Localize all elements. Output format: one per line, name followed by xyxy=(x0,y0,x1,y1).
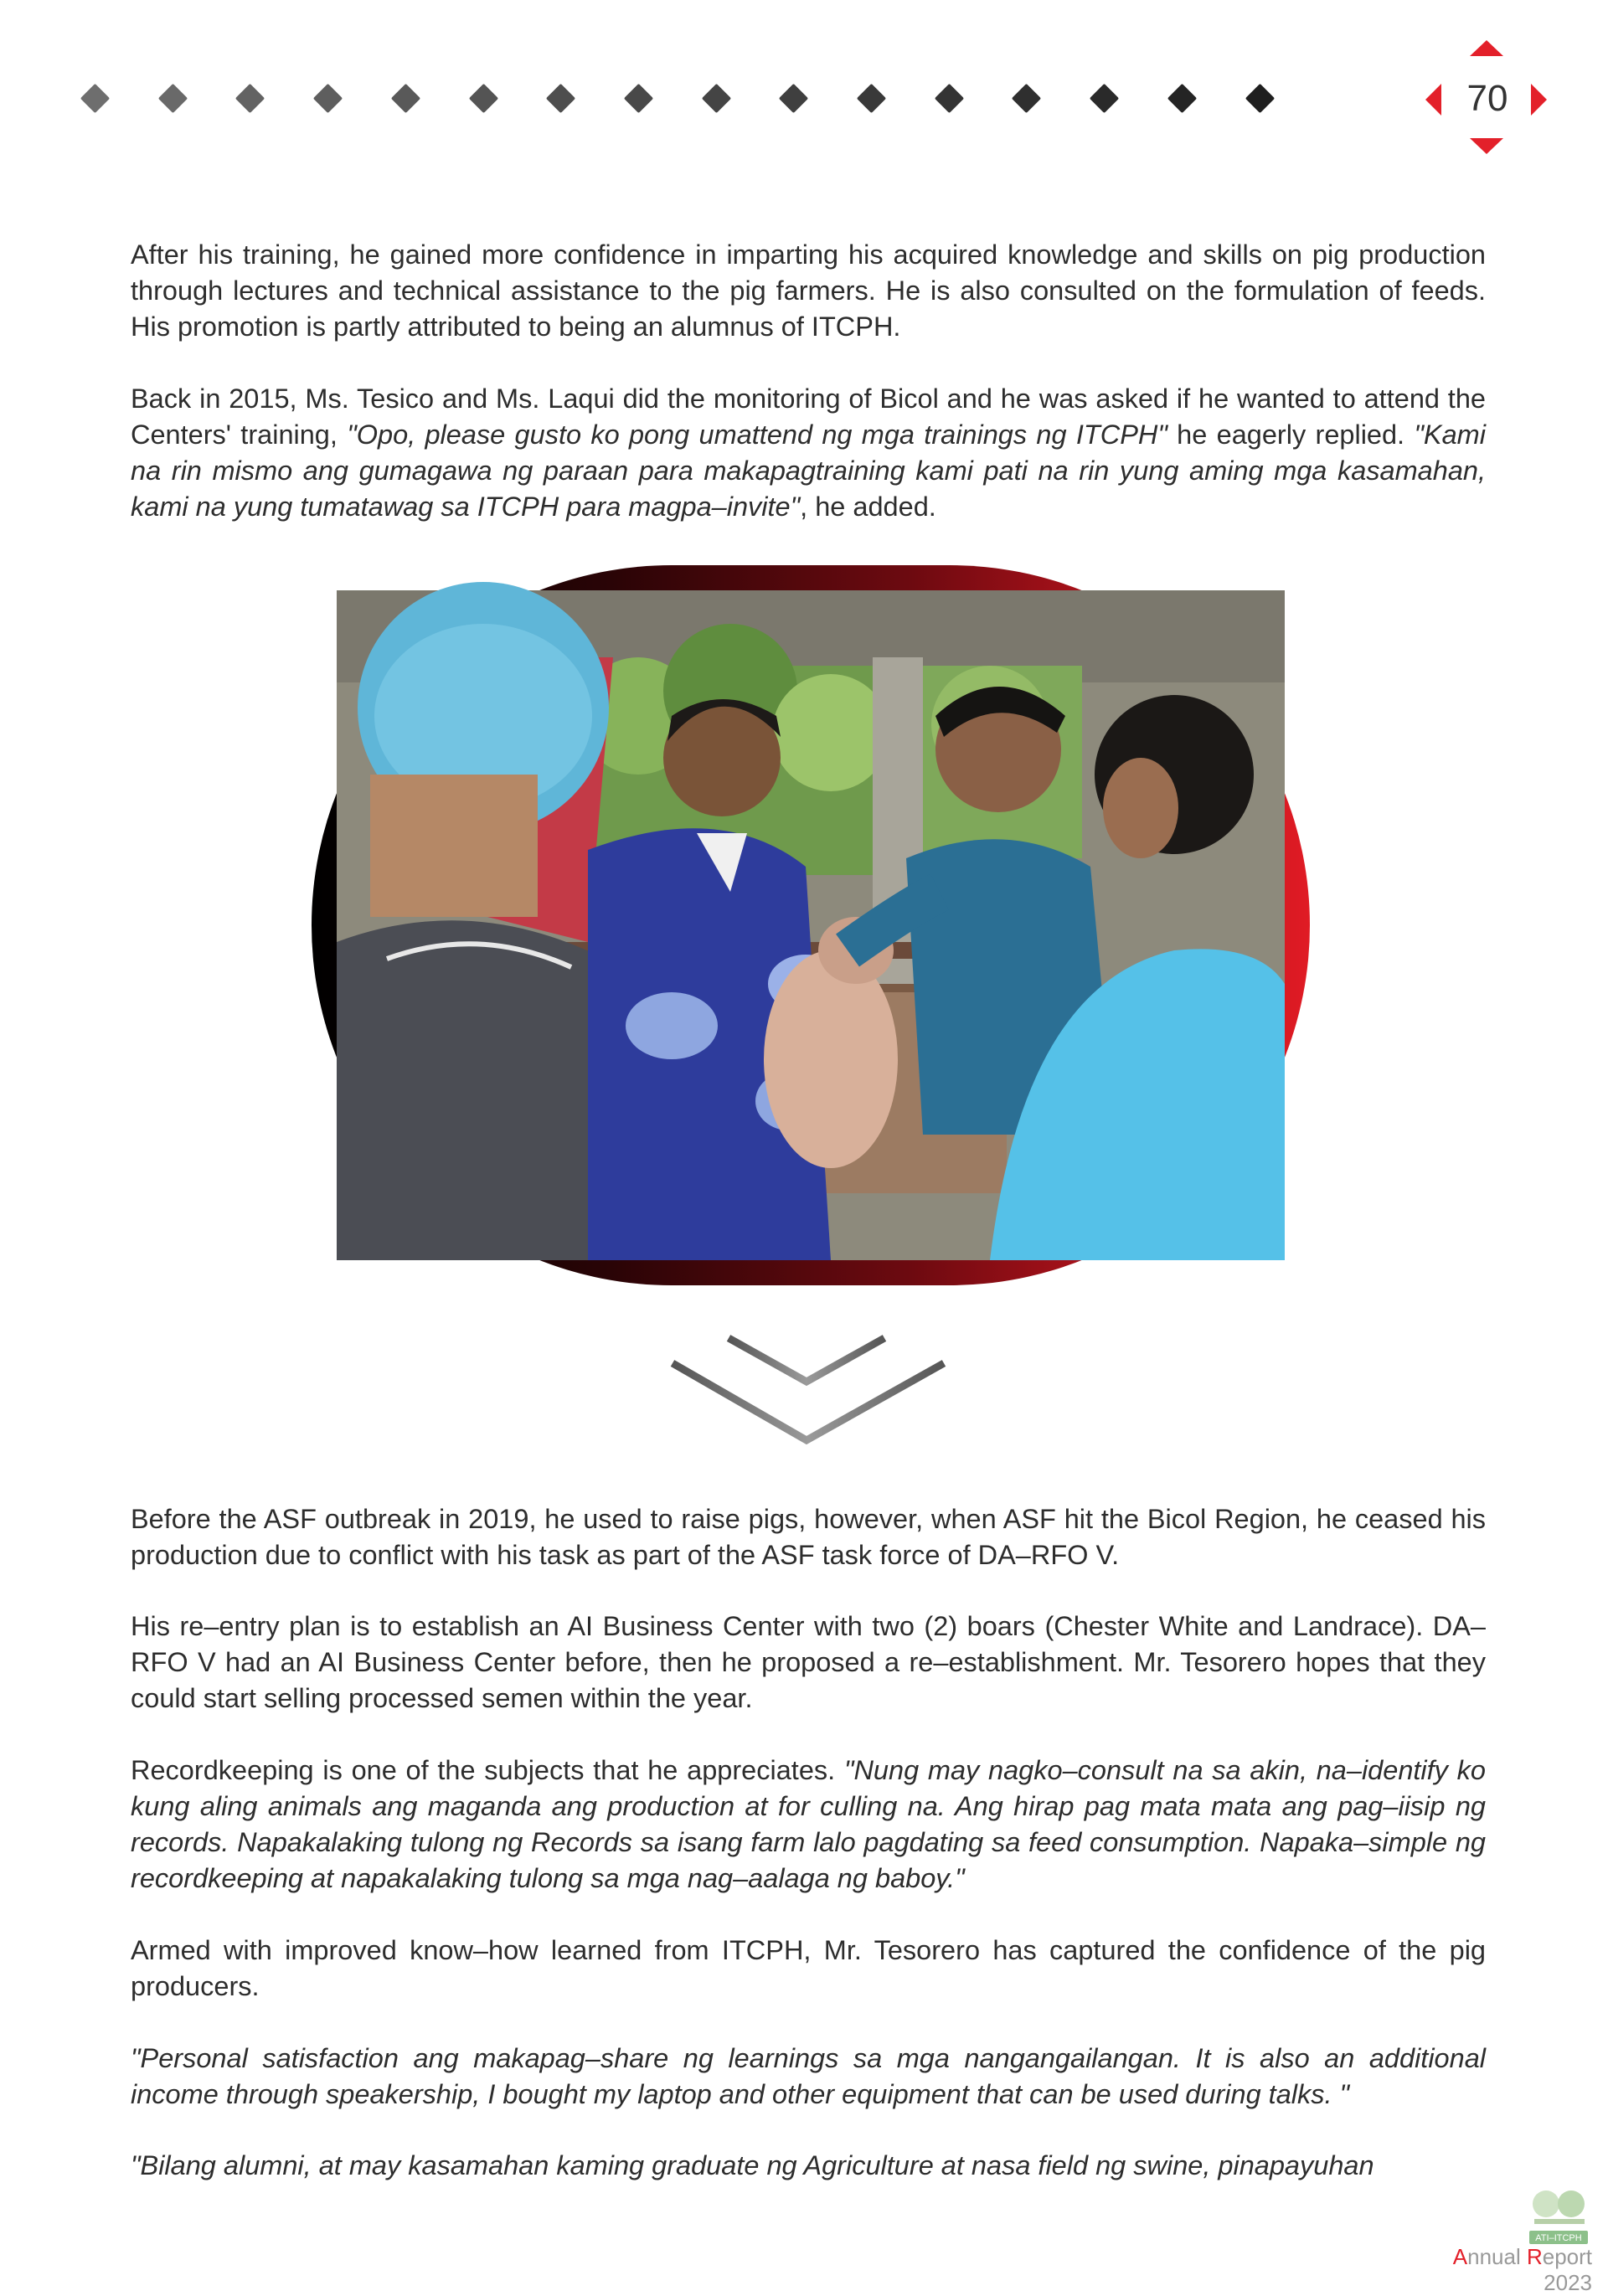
diamond-icon xyxy=(235,84,265,113)
report-text: nnual xyxy=(1467,2244,1527,2269)
diamond-icon xyxy=(1245,84,1274,113)
paragraph-asf-outbreak: Before the ASF outbreak in 2019, he used to raise pigs, however, when ASF hit the Bicol Region, he ceased his production due to conflict with his task as part of the ASF task force of DA–RFO V. xyxy=(131,1504,1486,1570)
diamond-icon xyxy=(701,84,730,113)
diamond-icon xyxy=(857,84,886,113)
paragraph-text: Back in 2015, Ms. Tesico and Ms. Laqui did the monitoring of Bicol and he was asked if he wanted to attend the Centers' training, xyxy=(131,384,1486,450)
diamond-icon xyxy=(313,84,343,113)
quote-text: "Opo, please gusto ko pong umattend ng mga trainings ng ITCPH" xyxy=(347,420,1167,450)
diamond-icon xyxy=(546,84,575,113)
report-letter-r: R xyxy=(1526,2244,1543,2269)
paragraph-personal-satisfaction: "Personal satisfaction ang makapag–share ng learnings sa mga nangangailangan. It is also an additional income through speakership, I bought my laptop and other equipment that can be used during talks. " xyxy=(131,2043,1486,2109)
diamond-icon xyxy=(935,84,964,113)
page-number: 70 xyxy=(1466,78,1508,119)
logo-label: ATI–ITCPH xyxy=(1535,2233,1582,2243)
diamond-icon xyxy=(779,84,808,113)
page-number-badge xyxy=(1424,40,1549,157)
decorative-diamond-row xyxy=(85,85,1282,115)
diamond-icon xyxy=(391,84,420,113)
ati-itcph-logo xyxy=(1526,2187,1591,2247)
diamond-icon xyxy=(158,84,188,113)
paragraph-reentry-plan: His re–entry plan is to establish an AI Business Center with two (2) boars (Chester White and Landrace). DA–RFO V had an AI Business Center before, then he proposed a re–establishment. Mr. Tesorero hopes that they could start selling processed semen within the year. xyxy=(131,1611,1486,1713)
diamond-icon xyxy=(80,84,110,113)
diamond-icon xyxy=(1012,84,1041,113)
photo-illustration xyxy=(337,590,1285,1260)
paragraph-back-in-2015 xyxy=(131,381,1486,525)
paragraph-training: After his training, he gained more confidence in imparting his acquired knowledge and skills on pig production through lectures and technical assistance to the pig farmers. He is also consulted on the formulation of feeds. His promotion is partly attributed to being an alumnus of ITCPH. xyxy=(131,239,1486,342)
triangle-right-icon xyxy=(1531,84,1547,116)
paragraph-text: , he added. xyxy=(800,492,936,522)
report-text: eport 2023 xyxy=(1542,2244,1592,2295)
report-letter-a: A xyxy=(1452,2244,1468,2269)
quote-text: "Nung may nagko–consult na sa akin, na–identify ko kung aling animals ang maganda ang production at for culling na. Ang hirap pag mata mata ang pag–iisip ng records. Napakalaking tulong ng Records sa isang farm lalo pagdating sa feed consumption. Napaka–simple ng recordkeeping at napakalaking tulong sa mga nag–aalaga ng baboy." xyxy=(131,1755,1486,1893)
diamond-icon xyxy=(1167,84,1197,113)
paragraph-recordkeeping xyxy=(131,1753,1486,1897)
triangle-up-icon xyxy=(1470,40,1503,56)
chevron-down-icon xyxy=(670,1331,946,1457)
triangle-down-icon xyxy=(1470,138,1503,154)
diamond-icon xyxy=(1090,84,1119,113)
paragraph-text: Recordkeeping is one of the subjects that he appreciates. xyxy=(131,1755,844,1785)
photo-frame xyxy=(312,565,1310,1285)
diamond-icon xyxy=(468,84,497,113)
paragraph-bilang-alumni: "Bilang alumni, at may kasamahan kaming graduate ng Agriculture at nasa field ng swine, pinapayuhan xyxy=(131,2150,1374,2180)
paragraph-armed-with: Armed with improved know–how learned from ITCPH, Mr. Tesorero has captured the confidence of the pig producers. xyxy=(131,1935,1486,2001)
triangle-left-icon xyxy=(1425,84,1441,116)
quote-text: "Kami na rin mismo ang gumagawa ng paraan para makapagtraining kami pati na rin yung aming mga kasamahan, kami na yung tumatawag sa ITCPH para magpa–invite" xyxy=(131,420,1486,522)
annual-report-label xyxy=(1408,2244,1592,2296)
training-photo xyxy=(337,590,1285,1260)
diamond-icon xyxy=(624,84,653,113)
paragraph-text: he eagerly replied. xyxy=(1167,420,1415,450)
